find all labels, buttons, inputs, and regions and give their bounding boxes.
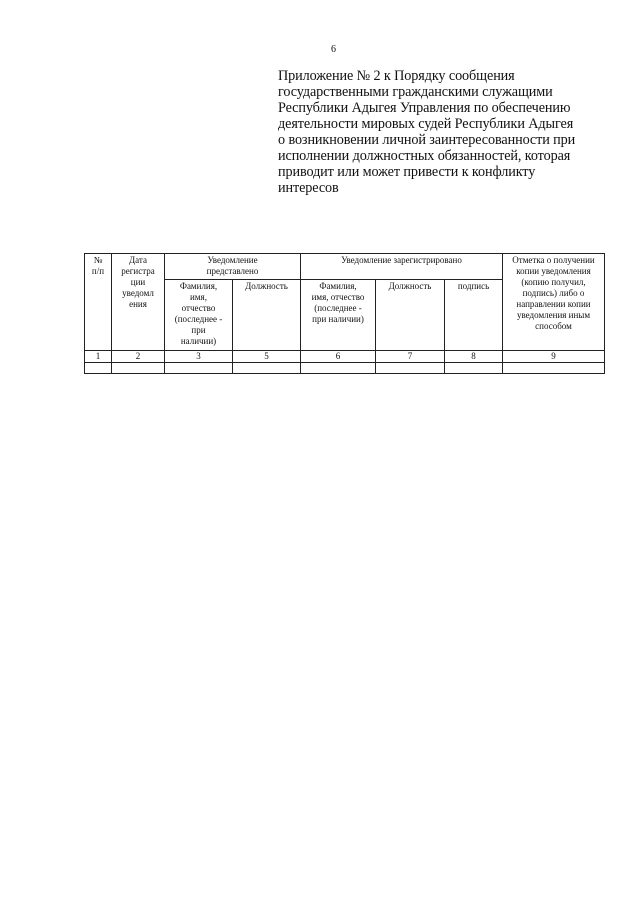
- table-cell: [165, 363, 233, 374]
- column-number-cell: 3: [165, 351, 233, 363]
- header-receipt-mark: Отметка о получении копии уведомления (копию получил, подпись) либо о направлении копии уведомления иным способом: [503, 254, 605, 351]
- appendix-line: исполнении должностных обязанностей, которая: [278, 148, 571, 164]
- table-cell: [112, 363, 165, 374]
- header-notification-registered: Уведомление зарегистрировано: [301, 254, 503, 280]
- column-number-cell: 6: [301, 351, 376, 363]
- column-number-cell: 7: [376, 351, 445, 363]
- header-notification-submitted: Уведомление представлено: [165, 254, 301, 280]
- subheader-registrar-signature: подпись: [445, 280, 503, 351]
- column-number-cell: 8: [445, 351, 503, 363]
- column-number-cell: 9: [503, 351, 605, 363]
- appendix-line: деятельности мировых судей Республики Адыгея: [278, 116, 574, 132]
- subheader-registrar-name: Фамилия, имя, отчество (последнее - при наличии): [301, 280, 376, 351]
- column-numbers-row: [85, 351, 605, 363]
- table-cell: [376, 363, 445, 374]
- table-cell: [445, 363, 503, 374]
- table-cell: [85, 363, 112, 374]
- table-cell: [301, 363, 376, 374]
- notification-register-table: [84, 253, 605, 374]
- subheader-registrar-position: Должность: [376, 280, 445, 351]
- appendix-line: приводит или может привести к конфликту: [278, 164, 536, 180]
- column-number-cell: 2: [112, 351, 165, 363]
- appendix-line: государственными гражданскими служащими: [278, 84, 553, 100]
- table-row: [85, 363, 605, 374]
- appendix-line: о возникновении личной заинтересованности при: [278, 132, 576, 148]
- table-cell: [503, 363, 605, 374]
- appendix-heading: [278, 68, 618, 196]
- column-number-cell: 5: [233, 351, 301, 363]
- appendix-line: интересов: [278, 180, 339, 196]
- page-number: 6: [331, 44, 336, 55]
- appendix-line: Приложение № 2 к Порядку сообщения: [278, 68, 515, 84]
- subheader-submitter-position: Должность: [233, 280, 301, 351]
- header-registration-date: Дата регистра ции уведомл ения: [112, 254, 165, 351]
- appendix-line: Республики Адыгея Управления по обеспечению: [278, 100, 571, 116]
- subheader-submitter-name: Фамилия, имя, отчество (последнее - при наличии): [165, 280, 233, 351]
- header-number: № п/п: [85, 254, 112, 351]
- column-number-cell: 1: [85, 351, 112, 363]
- table-cell: [233, 363, 301, 374]
